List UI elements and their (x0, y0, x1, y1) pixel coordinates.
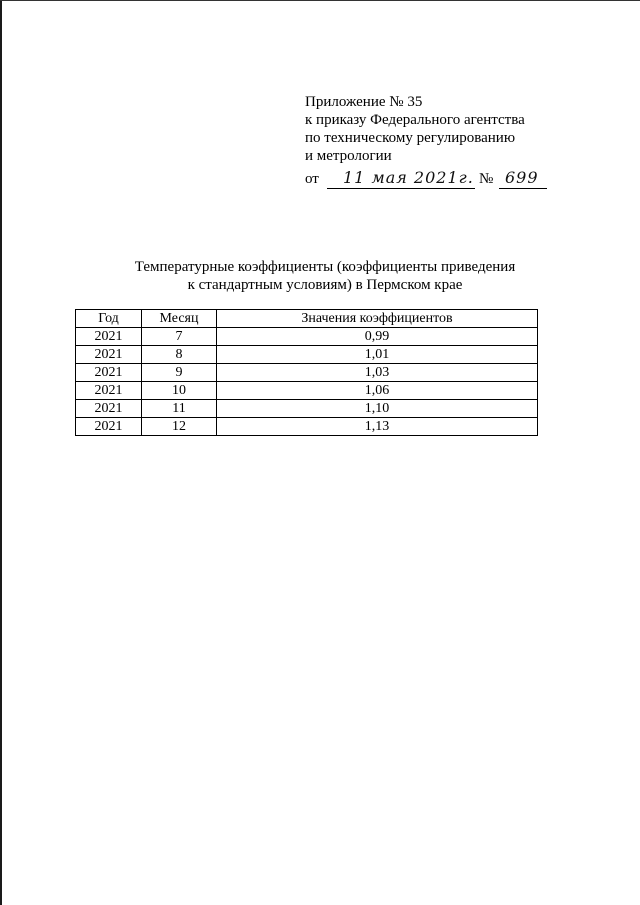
appendix-header (305, 93, 625, 165)
cell-coefficient: 0,99 (217, 328, 538, 346)
table-row (76, 346, 538, 364)
title-line-1: Температурные коэффициенты (коэффициенты приведения (134, 259, 516, 275)
order-date-line (305, 168, 635, 190)
table-row (76, 400, 538, 418)
cell-coefficient: 1,03 (217, 364, 538, 382)
handwritten-number: 699 (505, 168, 539, 187)
page-edge-top (0, 0, 640, 1)
order-line-3: и метрологии (305, 148, 392, 164)
cell-year: 2021 (76, 418, 142, 436)
header-year: Год (76, 310, 142, 328)
from-label: от (305, 171, 319, 187)
order-line-1: к приказу Федерального агентства (305, 112, 525, 128)
page-edge-left (0, 0, 2, 905)
coefficients-table (75, 309, 538, 436)
cell-month: 8 (142, 346, 217, 364)
cell-coefficient: 1,01 (217, 346, 538, 364)
table-row (76, 418, 538, 436)
header-coefficient: Значения коэффициентов (217, 310, 538, 328)
cell-coefficient: 1,13 (217, 418, 538, 436)
table-row (76, 382, 538, 400)
cell-year: 2021 (76, 364, 142, 382)
cell-coefficient: 1,10 (217, 400, 538, 418)
cell-coefficient: 1,06 (217, 382, 538, 400)
handwritten-date: 11 мая 2021г. (343, 168, 474, 187)
document-title (60, 258, 590, 294)
cell-month: 10 (142, 382, 217, 400)
cell-year: 2021 (76, 328, 142, 346)
cell-month: 12 (142, 418, 217, 436)
cell-month: 9 (142, 364, 217, 382)
cell-year: 2021 (76, 382, 142, 400)
cell-year: 2021 (76, 346, 142, 364)
table-row (76, 364, 538, 382)
number-underline (499, 188, 547, 189)
table-row (76, 328, 538, 346)
number-label: № (479, 171, 494, 187)
table-header-row (76, 310, 538, 328)
title-line-2: к стандартным условиям) в Пермском крае (187, 277, 463, 293)
cell-month: 11 (142, 400, 217, 418)
cell-month: 7 (142, 328, 217, 346)
order-line-2: по техническому регулированию (305, 130, 516, 146)
date-underline (327, 188, 475, 189)
header-month: Месяц (142, 310, 217, 328)
cell-year: 2021 (76, 400, 142, 418)
appendix-number: Приложение № 35 (305, 94, 423, 110)
